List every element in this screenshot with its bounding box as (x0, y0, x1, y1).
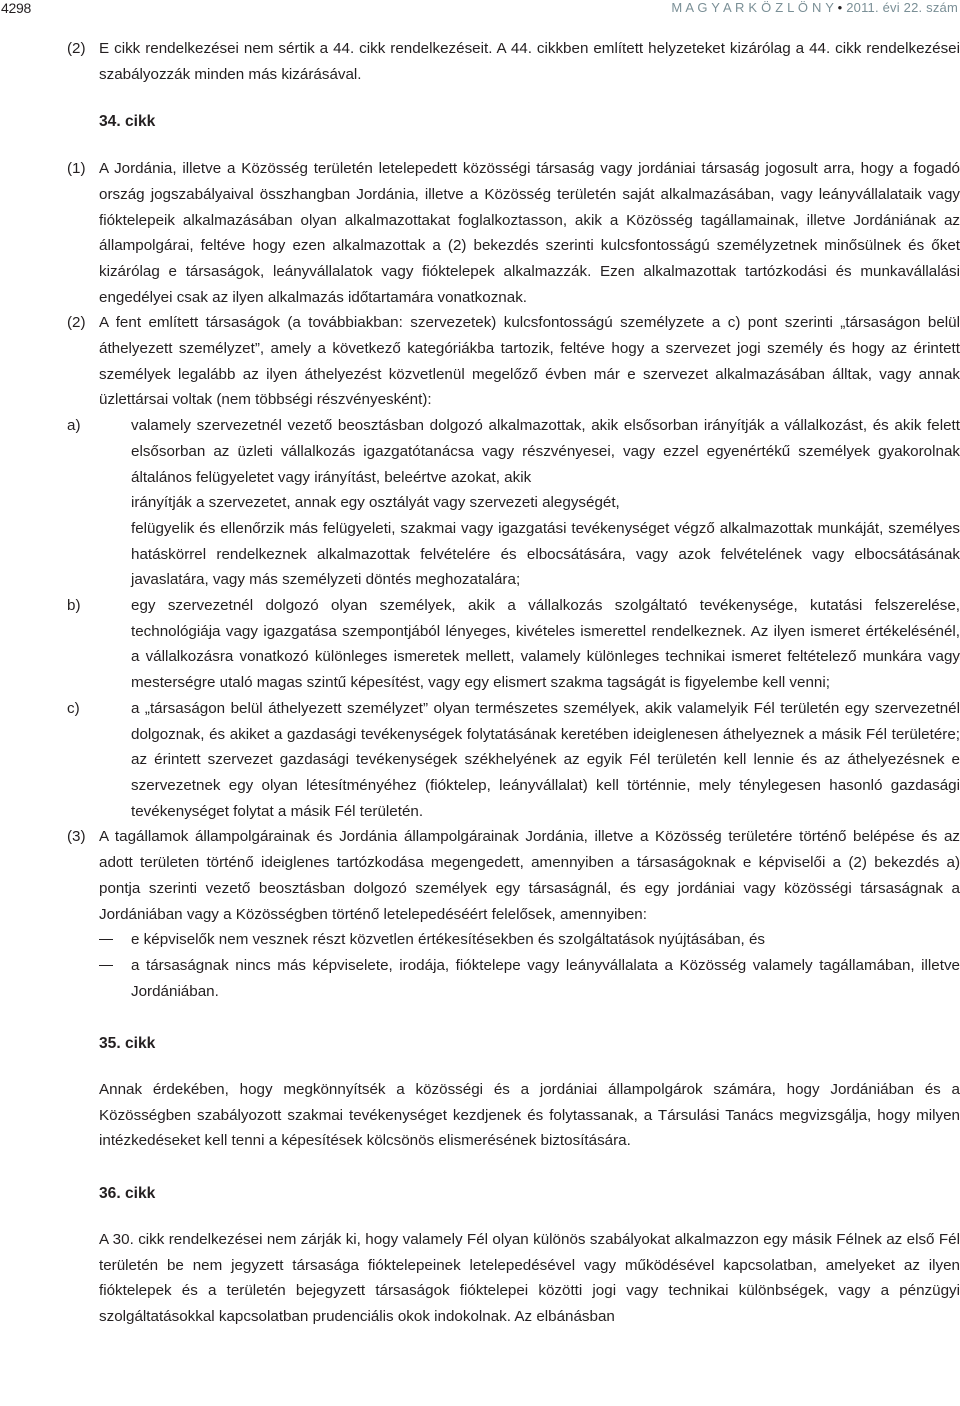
list-text: egy szervezetnél dolgozó olyan személyek, akik a vállalkozás szolgáltató tevékenysége, kutatási felszerelése, technológiája vagy igazgatása szempontjából lényeges, kivételes ismerettel rendelkeznek. Az ilyen ismeret értékelésénél, a vállalkozásra vonatkozó különleges ismeretek mellett, valamely különleges technikai ismeret feltételező munkára vagy mesterségre utaló magas szintű képesítést, vagy egy elismert szakma tagságát is figyelembe kell venni; (131, 597, 960, 692)
art36-text (0, 1227, 960, 1330)
paragraph-number: (2) (67, 40, 86, 57)
dash-item-1 (0, 927, 960, 953)
list-label: b) (67, 597, 81, 615)
art34-paragraph-3 (0, 824, 960, 927)
art34-paragraph-1 (0, 156, 960, 310)
paragraph-text: E cikk rendelkezései nem sértik a 44. cikk rendelkezéseit. A 44. cikkben említett helyzeteket kizárólag a 44. cikk rendelkezései szabályozzák minden más kizárásával. (99, 40, 960, 83)
article-heading-35: 35. cikk (99, 1035, 156, 1053)
journal-name: M A G Y A R K Ö Z L Ö N Y (671, 0, 834, 15)
list-item-c (0, 696, 960, 825)
paragraph-text: A tagállamok állampolgárainak és Jordánia állampolgárainak Jordánia, illetve a Közösség területére történő belépése és az adott területen történő ideiglenes tartózkodása megengedett, amennyiben a társaságoknak e képviselői a (2) bekezdés a) pontja szerinti vezető beosztásban dolgozó személyek egy társaságnál, és egy jordániai vagy közösségi társaságnak a Jordániában vagy a Közösségben történő letelepedéséért felelősek, amennyiben: (99, 828, 960, 923)
dash-bullet (99, 965, 113, 966)
paragraph-text: A 30. cikk rendelkezései nem zárják ki, hogy valamely Fél olyan különös szabályokat alkalmazzon egy másik Félnek az első Fél területén be nem jegyzett társasága fióktelepeinek letelepedésével vagy működésével kapcsolatban, amelyeket az ilyen fióktelepek és a területén bejegyzett társaságok fióktelepei közötti jogi vagy technikai különbségek, vagy a pénzügyi szolgáltatásokkal kapcsolatban prudenciális okok indokolnak. Az elbánásban (99, 1230, 960, 1325)
paragraph-text: A Jordánia, illetve a Közösség területén letelepedett közösségi társaság vagy jordániai társaság jogosult arra, hogy a fogadó ország jogszabályaival összhangban Jordánia, illetve a Közösség területén saját alkalmazásában, vagy leányvállalataik vagy fióktelepeik alkalmazásában olyan alkalmazottakat foglalkoztasson, akik a Közösség tagállamainak, illetve Jordániának az állampolgárai, feltéve hogy ezen alkalmazottak a (2) bekezdés szerinti kulcsfontosságú személyzetnek minősülnek és őket kizárólag e társaságok, leányvállalatok vagy fióktelepek alkalmazzák. Ezen alkalmazottak tartózkodási és munkavállalási engedélyei csak az ilyen alkalmazás időtartamára vonatkoznak. (99, 160, 960, 306)
paragraph-number: (3) (67, 828, 86, 846)
document-body (0, 36, 960, 1330)
dash-text: a társaságnak nincs más képviselete, irodája, fióktelepe vagy leányvállalata a Közösség valamely tagállamában, illetve Jordániában. (131, 956, 960, 1000)
dash-bullet (99, 939, 113, 940)
art34-paragraph-2 (0, 310, 960, 413)
separator-dot: • (837, 0, 843, 15)
journal-title (671, 0, 958, 15)
paragraph-number: (1) (67, 160, 86, 178)
issue-label: 2011. évi 22. szám (846, 0, 958, 15)
list-text: valamely szervezetnél vezető beosztásban dolgozó alkalmazottak, akik elsősorban irányítják a vállalkozást, és akik felett elsősorban az üzleti vállalkozás igazgatótanácsa vagy részvényesei, vagy ezzel egyenértékű személyek gyakorolnak általános felügyeletet vagy irányítást, beleértve azokat, akik (131, 417, 960, 486)
list-text: a „társaságon belül áthelyezett személyzet” olyan természetes személyek, akik valamelyik Fél területén egy szervezetnél dolgoznak, és akiket a gazdasági tevékenységek folytatásának keretében ideiglenesen áthelyeznek a másik Fél területére; az érintett szervezet gazdasági tevékenységek székhelyének az egyik Fél területén kell lennie és az áthelyezésnek e szervezetnek egy olyan létesítményéhez (fióktelep, leányvállalat) kell történnie, mely ténylegesen hasonló gazdasági tevékenységet folytat a másik Fél területén. (131, 699, 960, 820)
page-number: 4298 (1, 0, 31, 16)
list-item-b (0, 593, 960, 696)
list-text: felügyelik és ellenőrzik más felügyeleti, szakmai vagy igazgatási tevékenységet végző alkalmazottak munkáját, személyes hatáskörrel rendelkeznek alkalmazottak felvételére és elbocsátására, vagy azok felvételének vagy elbocsátásának javaslatára, vagy más személyzeti döntés meghozatalára; (131, 519, 960, 589)
paragraph-number: (2) (67, 314, 86, 332)
article-heading-36: 36. cikk (99, 1185, 156, 1203)
article-heading-34: 34. cikk (99, 113, 156, 131)
page-header (0, 0, 960, 20)
list-text: irányítják a szervezetet, annak egy osztályát vagy szervezeti alegységét, (131, 494, 620, 512)
art35-text (0, 1077, 960, 1154)
paragraph-text: Annak érdekében, hogy megkönnyítsék a közösségi és a jordániai állampolgárok számára, hogy Jordániában és a Közösségben szabályozott szakmai tevékenységet kezdjenek és folytassanak, a Társulási Tanács megvizsgálja, hogy milyen intézkedéseket kell tenni a képesítések kölcsönös elismerésének biztosítására. (99, 1081, 960, 1150)
dash-item-2 (0, 953, 960, 1004)
art33-paragraph-2 (0, 36, 960, 87)
list-item-a (0, 413, 960, 593)
dash-text: e képviselők nem vesznek részt közvetlen értékesítésekben és szolgáltatások nyújtásában, és (131, 931, 765, 949)
list-label: c) (67, 699, 80, 717)
paragraph-text: A fent említett társaságok (a továbbiakban: szervezetek) kulcsfontosságú személyzete a c) pont szerinti „társaságon belül áthelyezett személyzet”, amely a következő kategóriákba tartozik, feltéve hogy a szervezet jogi személy és hogy az érintett személyek legalább az ilyen áthelyezést közvetlenül megelőző évben már e szervezet alkalmazásában álltak, vagy annak üzlettársai voltak (nem többségi részvényesként): (99, 314, 960, 409)
list-label: a) (67, 417, 81, 435)
